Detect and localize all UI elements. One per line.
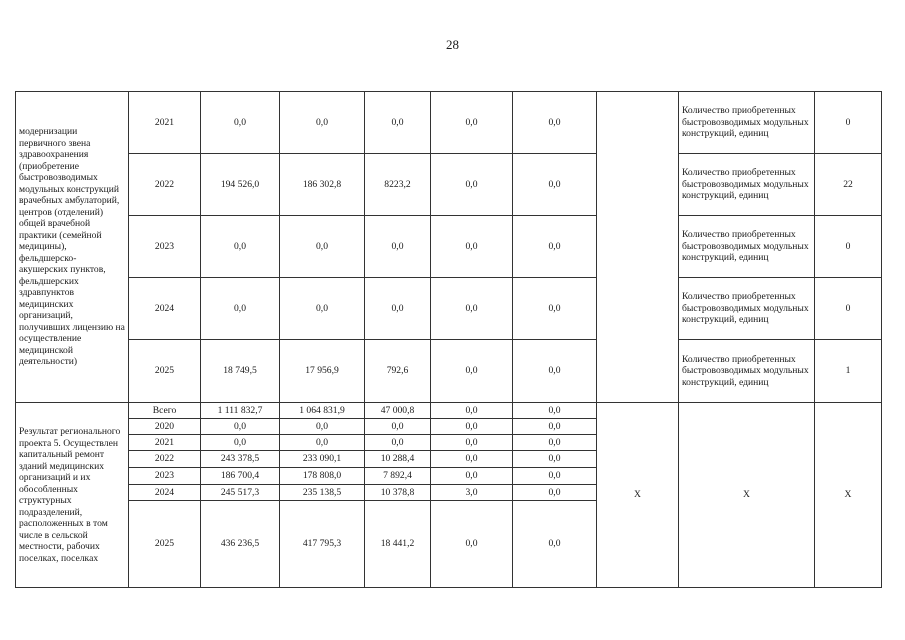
regional-cell: 47 000,8	[365, 403, 431, 419]
page-number: 28	[446, 37, 459, 52]
year-cell: 2024	[129, 485, 201, 501]
year-cell: Всего	[129, 403, 201, 419]
other-cell: 0,0	[513, 92, 597, 154]
indicator-cell: Количество приобретенных быстровозводимых модульных конструкций, единиц	[679, 278, 815, 340]
indicator-cell: Количество приобретенных быстровозводимых модульных конструкций, единиц	[679, 154, 815, 216]
federal-cell: 233 090,1	[280, 451, 365, 468]
municipal-cell: 0,0	[431, 403, 513, 419]
municipal-cell: 0,0	[431, 419, 513, 435]
table-row	[16, 92, 882, 154]
table-row	[16, 340, 882, 403]
municipal-cell: 0,0	[431, 435, 513, 451]
table-row	[16, 278, 882, 340]
federal-cell: 0,0	[280, 278, 365, 340]
year-cell: 2020	[129, 419, 201, 435]
municipal-cell: 0,0	[431, 216, 513, 278]
municipal-cell: 0,0	[431, 278, 513, 340]
indicator-value: 0	[815, 278, 882, 340]
regional-cell: 18 441,2	[365, 501, 431, 588]
other-cell: 0,0	[513, 154, 597, 216]
x-mark: X	[597, 403, 679, 588]
year-cell: 2023	[129, 216, 201, 278]
federal-cell: 235 138,5	[280, 485, 365, 501]
indicator-value: 22	[815, 154, 882, 216]
total-cell: 245 517,3	[201, 485, 280, 501]
other-cell: 0,0	[513, 340, 597, 403]
regional-cell: 792,6	[365, 340, 431, 403]
other-cell: 0,0	[513, 278, 597, 340]
federal-cell: 1 064 831,9	[280, 403, 365, 419]
year-cell: 2022	[129, 451, 201, 468]
total-cell: 1 111 832,7	[201, 403, 280, 419]
year-cell: 2024	[129, 278, 201, 340]
total-cell: 0,0	[201, 435, 280, 451]
municipal-cell: 0,0	[431, 92, 513, 154]
federal-cell: 417 795,3	[280, 501, 365, 588]
other-cell: 0,0	[513, 501, 597, 588]
total-cell: 186 700,4	[201, 468, 280, 485]
other-cell: 0,0	[513, 419, 597, 435]
empty-cell	[597, 92, 679, 403]
regional-cell: 0,0	[365, 278, 431, 340]
year-cell: 2022	[129, 154, 201, 216]
total-cell: 0,0	[201, 419, 280, 435]
federal-cell: 0,0	[280, 435, 365, 451]
municipal-cell: 0,0	[431, 154, 513, 216]
result-description: Результат регионального проекта 5. Осуществлен капитальный ремонт зданий медицинских организаций и их обособленных структурных подразделений, расположенных в том числе в сельской местности, рабочих поселках, поселках	[16, 403, 129, 588]
regional-cell: 0,0	[365, 419, 431, 435]
regional-cell: 0,0	[365, 92, 431, 154]
year-cell: 2021	[129, 92, 201, 154]
regional-cell: 10 288,4	[365, 451, 431, 468]
indicator-cell: Количество приобретенных быстровозводимых модульных конструкций, единиц	[679, 216, 815, 278]
indicator-cell: Количество приобретенных быстровозводимых модульных конструкций, единиц	[679, 92, 815, 154]
total-cell: 0,0	[201, 278, 280, 340]
regional-cell: 0,0	[365, 435, 431, 451]
other-cell: 0,0	[513, 216, 597, 278]
other-cell: 0,0	[513, 485, 597, 501]
other-cell: 0,0	[513, 435, 597, 451]
regional-cell: 7 892,4	[365, 468, 431, 485]
federal-cell: 186 302,8	[280, 154, 365, 216]
x-mark: X	[679, 403, 815, 588]
federal-cell: 178 808,0	[280, 468, 365, 485]
regional-cell: 8223,2	[365, 154, 431, 216]
year-cell: 2025	[129, 340, 201, 403]
total-cell: 18 749,5	[201, 340, 280, 403]
total-cell: 436 236,5	[201, 501, 280, 588]
year-cell: 2025	[129, 501, 201, 588]
other-cell: 0,0	[513, 403, 597, 419]
table-row	[16, 154, 882, 216]
federal-cell: 0,0	[280, 216, 365, 278]
regional-cell: 0,0	[365, 216, 431, 278]
indicator-cell: Количество приобретенных быстровозводимых модульных конструкций, единиц	[679, 340, 815, 403]
municipal-cell: 0,0	[431, 468, 513, 485]
indicator-value: 0	[815, 92, 882, 154]
total-cell: 194 526,0	[201, 154, 280, 216]
other-cell: 0,0	[513, 468, 597, 485]
total-cell: 0,0	[201, 216, 280, 278]
federal-cell: 17 956,9	[280, 340, 365, 403]
other-cell: 0,0	[513, 451, 597, 468]
table-row	[16, 403, 882, 419]
event-description: модернизации первичного звена здравоохранения (приобретение быстровозводимых модульных конструкций врачебных амбулаторий, центров (отделений) общей врачебной практики (семейной медицины), фельдшерско-акушерских пунктов, фельдшерских здравпунктов медицинских организаций, получивших лицензию на осуществление медицинской деятельности)	[16, 92, 129, 403]
municipal-cell: 3,0	[431, 485, 513, 501]
finance-table	[15, 91, 882, 588]
regional-cell: 10 378,8	[365, 485, 431, 501]
year-cell: 2021	[129, 435, 201, 451]
indicator-value: 0	[815, 216, 882, 278]
table-row	[16, 216, 882, 278]
municipal-cell: 0,0	[431, 340, 513, 403]
federal-cell: 0,0	[280, 92, 365, 154]
total-cell: 0,0	[201, 92, 280, 154]
indicator-value: 1	[815, 340, 882, 403]
total-cell: 243 378,5	[201, 451, 280, 468]
year-cell: 2023	[129, 468, 201, 485]
municipal-cell: 0,0	[431, 451, 513, 468]
municipal-cell: 0,0	[431, 501, 513, 588]
federal-cell: 0,0	[280, 419, 365, 435]
x-mark: X	[815, 403, 882, 588]
